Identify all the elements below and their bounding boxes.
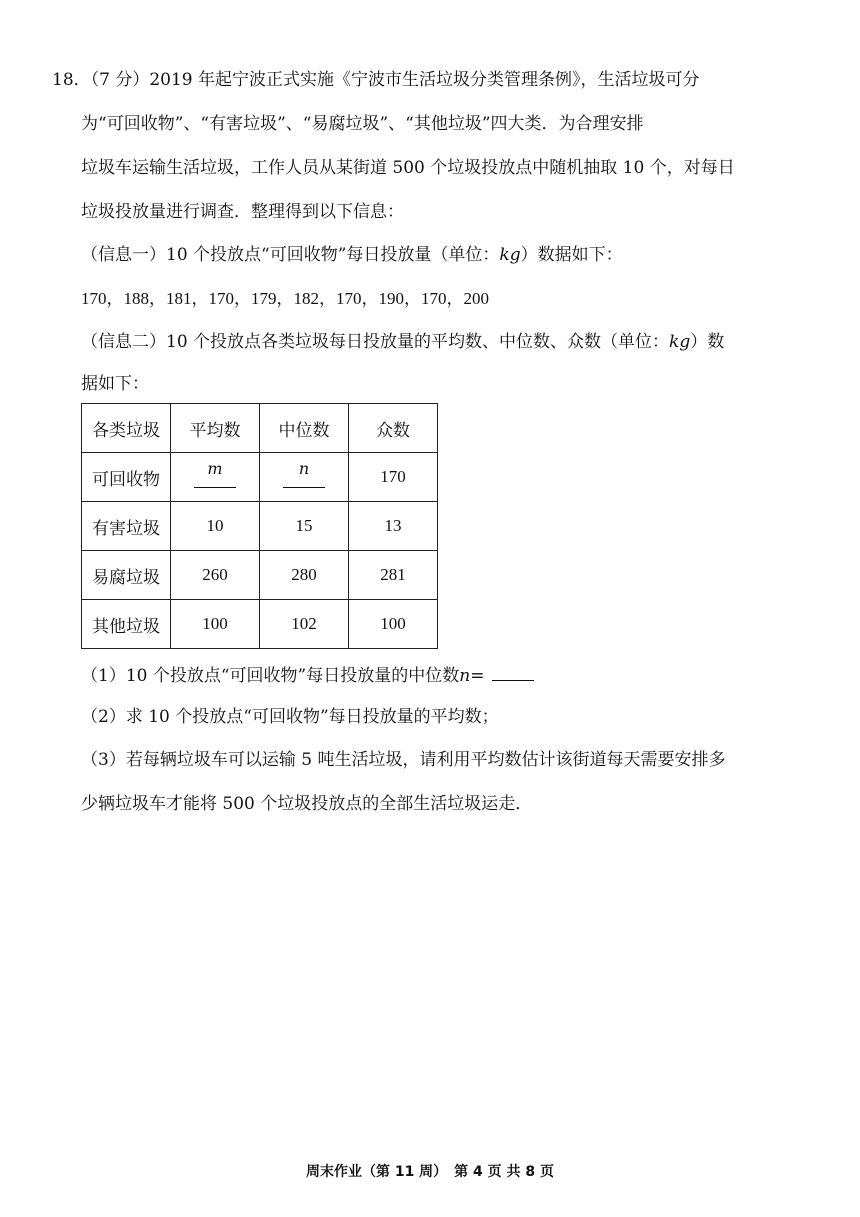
mean-cell: 100 [171, 600, 260, 649]
table-header-cell: 平均数 [171, 404, 260, 453]
info-two-prefix: （信息二）10 个投放点各类垃圾每日投放量的平均数、中位数、众数（单位： [81, 332, 670, 352]
table-row [82, 600, 438, 649]
info-one-line [81, 243, 623, 267]
table-header-cell: 众数 [349, 404, 438, 453]
info-two-unit: kg [669, 332, 691, 352]
problem-intro-line-4: 垃圾投放量进行调查．整理得到以下信息： [81, 202, 404, 222]
mean-blank [194, 460, 236, 490]
info-one-suffix: ）数据如下： [520, 245, 623, 265]
mean-cell: 260 [171, 551, 260, 600]
mode-cell: 100 [349, 600, 438, 649]
median-variable: n [298, 458, 310, 478]
median-cell: 280 [260, 551, 349, 600]
info-one-data: 170，188，181，170，179，182，170，190，170，200 [81, 289, 489, 308]
category-cell: 可回收物 [82, 453, 171, 502]
mode-cell: 281 [349, 551, 438, 600]
table-row [82, 502, 438, 551]
problem-intro-line-2: 为“可回收物”、“有害垃圾”、“易腐垃圾”、“其他垃圾”四大类．为合理安排 [81, 114, 644, 134]
question-1-text: （1）10 个投放点“可回收物”每日投放量的中位数 [81, 666, 460, 686]
page-footer: 周末作业（第 11 周） 第 4 页 共 8 页 [305, 1164, 555, 1180]
category-cell: 其他垃圾 [82, 600, 171, 649]
category-cell: 有害垃圾 [82, 502, 171, 551]
statistics-table [81, 403, 438, 649]
problem-intro-line-1: （7 分）2019 年起宁波正式实施《宁波市生活垃圾分类管理条例》，生活垃圾可分 [90, 70, 700, 90]
answer-blank [492, 662, 534, 681]
table-row [82, 551, 438, 600]
question-1-equals: = [470, 666, 485, 686]
table-header-cell: 各类垃圾 [82, 404, 171, 453]
question-3-line-1: （3）若每辆垃圾车可以运输 5 吨生活垃圾，请利用平均数估计该街道每天需要安排多 [81, 750, 726, 770]
mode-cell: 170 [349, 453, 438, 502]
median-blank [283, 460, 325, 490]
info-one-prefix: （信息一）10 个投放点“可回收物”每日投放量（单位： [81, 245, 500, 265]
table-header-cell: 中位数 [260, 404, 349, 453]
info-two-continuation: 据如下： [81, 374, 149, 394]
problem-first-line [52, 68, 700, 92]
info-two-line [81, 330, 724, 354]
question-2: （2）求 10 个投放点“可回收物”每日投放量的平均数； [81, 707, 499, 727]
question-3-line-2: 少辆垃圾车才能将 500 个垃圾投放点的全部生活垃圾运走． [81, 794, 533, 814]
info-one-unit: kg [499, 245, 521, 265]
mode-cell: 13 [349, 502, 438, 551]
category-cell: 易腐垃圾 [82, 551, 171, 600]
problem-number: 18． [52, 70, 91, 90]
median-cell: 15 [260, 502, 349, 551]
table-header-row [82, 404, 438, 453]
table-row [82, 453, 438, 502]
mean-cell: 10 [171, 502, 260, 551]
median-cell [260, 453, 349, 502]
info-two-suffix: ）数 [690, 332, 725, 352]
question-1-variable: n [459, 666, 471, 686]
problem-intro-line-3: 垃圾车运输生活垃圾，工作人员从某街道 500 个垃圾投放点中随机抽取 10 个，对每日 [81, 158, 735, 178]
question-1 [81, 662, 534, 688]
mean-variable: m [207, 458, 223, 478]
mean-cell [171, 453, 260, 502]
median-cell: 102 [260, 600, 349, 649]
